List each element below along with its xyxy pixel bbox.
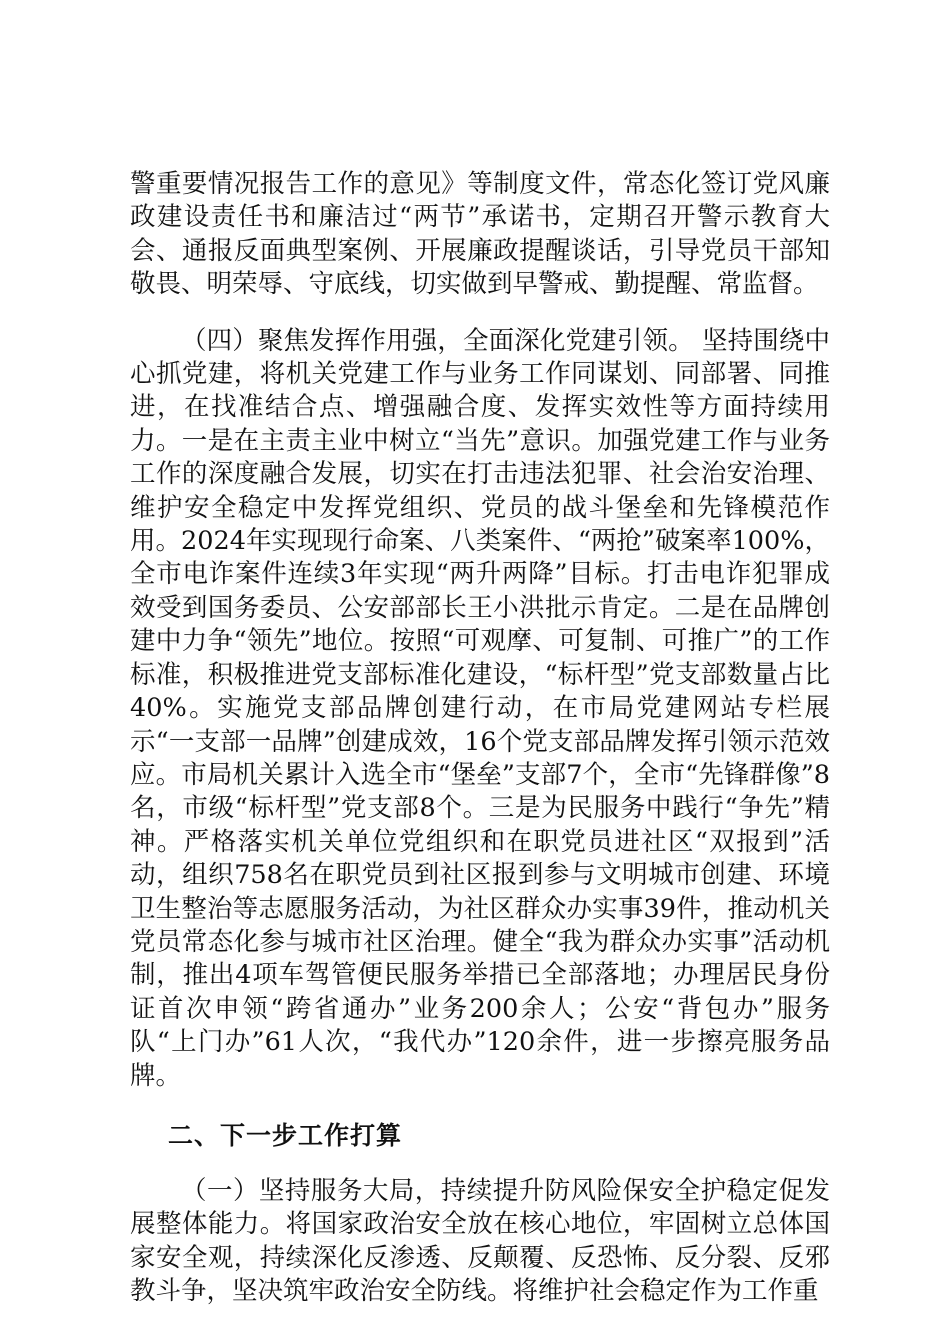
document-body: [130, 168, 830, 1309]
paragraph-continued: 警重要情况报告工作的意见》等制度文件，常态化签订党风廉政建设责任书和廉洁过“两节”承诺书，定期召开警示教育大会、通报反面典型案例、开展廉政提醒谈话，引导党员干部知敬畏、明荣辱、守底线，切实做到早警戒、勤提醒、常监督。: [130, 169, 830, 300]
paragraph-section-one: （一）坚持服务大局，持续提升防风险保安全护稳定促发展整体能力。将国家政治安全放在核心地位，牢固树立总体国家安全观，持续深化反渗透、反颠覆、反恐怖、反分裂、反邪教斗争，坚决筑牢政治安全防线。将维护社会稳定作为工作重: [130, 1175, 830, 1307]
paragraph-section-four: （四）聚焦发挥作用强，全面深化党建引领。 坚持围绕中心抓党建，将机关党建工作与业务工作同谋划、同部署、同推进，在找准结合点、增强融合度、发挥实效性等方面持续用力。一是在主责主业中树立“当先”意识。加强党建工作与业务工作的深度融合发展，切实在打击违法犯罪、社会治安治理、维护安全稳定中发挥党组织、党员的战斗堡垒和先锋模范作用。2024年实现现行命案、八类案件、“两抢”破案率100%，全市电诈案件连续3年实现“两升两降”目标。打击电诈犯罪成效受到国务委员、公安部部长王小洪批示肯定。二是在品牌创建中力争“领先”地位。按照“可观摩、可复制、可推广”的工作标准，积极推进党支部标准化建设，“标杆型”党支部数量占比40%。实施党支部品牌创建行动，在市局党建网站专栏展示“一支部一品牌”创建成效，16个党支部品牌发挥引领示范效应。市局机关累计入选全市“堡垒”支部7个，全市“先锋群像”8名，市级“标杆型”党支部8个。三是为民服务中践行“争先”精神。严格落实机关单位党组织和在职党员进社区“双报到”活动，组织758名在职党员到社区报到参与文明城市创建、环境卫生整治等志愿服务活动，为社区群众办实事39件，推动机关党员常态化参与城市社区治理。健全“我为群众办实事”活动机制，推出4项车驾管便民服务举措已全部落地；办理居民身份证首次申领“跨省通办”业务200余人；公安“背包办”服务队“上门办”61人次，“我代办”120余件，进一步擦亮服务品牌。: [130, 325, 830, 1091]
section-heading-next-steps: 二、下一步工作打算: [168, 1120, 403, 1150]
